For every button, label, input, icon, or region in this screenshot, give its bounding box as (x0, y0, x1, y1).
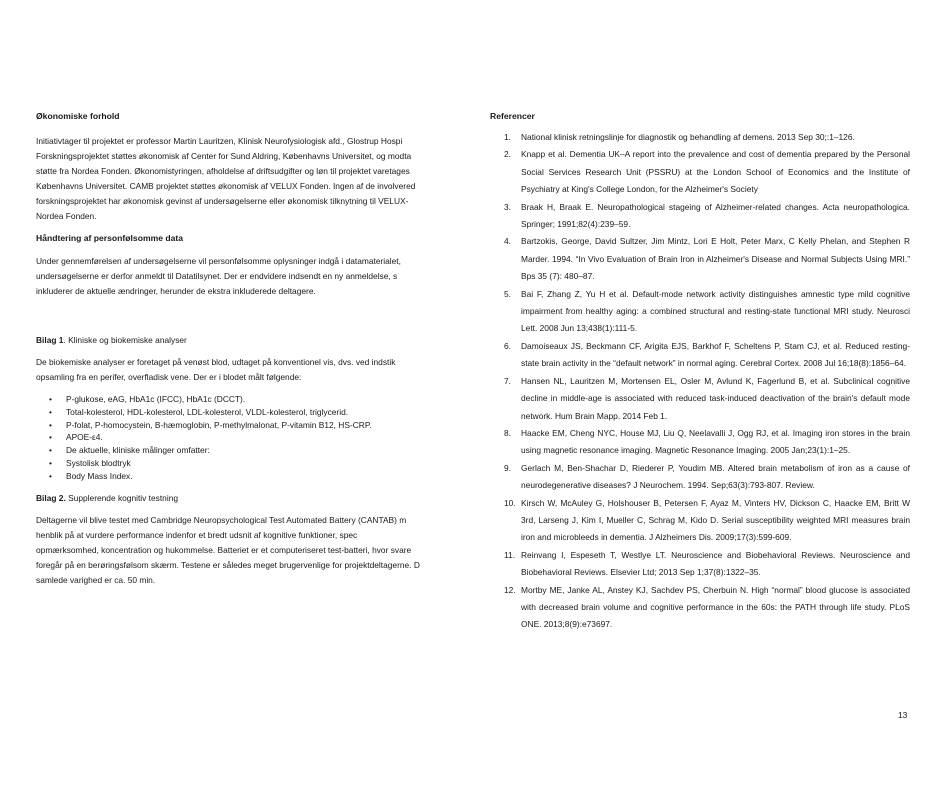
bullet-icon: • (49, 394, 52, 404)
reference-number: 8. (504, 427, 511, 438)
bullet-icon: • (49, 419, 52, 430)
text-line: Initiativtager til projektet er professor Martin Lauritzen, Klinisk Neurofysiologisk afd., Glostrup Hospi (36, 136, 403, 146)
reference-item (490, 129, 910, 146)
reference-item (490, 425, 910, 460)
reference-number: 7. (504, 375, 511, 386)
reference-item (490, 199, 910, 234)
text-line: Nordea Fonden. (36, 211, 97, 221)
text-line: inkluderer de aktuelle ændringer, herunder de ekstra inkluderede deltagere. (36, 286, 316, 296)
reference-text: Knapp et al. Dementia UK–A report into the prevalence and cost of dementia prepared by the Personal Social Services Research Unit (PSSRU) at the London School of Economics and the Institute of Psychiatry at King's College London, for the Alzheimer's Society (521, 149, 910, 195)
reference-number: 9. (504, 462, 511, 473)
paragraph-biokemiske (36, 355, 444, 385)
bullet-icon: • (49, 457, 52, 468)
reference-item (490, 286, 910, 338)
reference-item (490, 373, 910, 425)
reference-text: Haacke EM, Cheng NYC, House MJ, Liu Q, Neelavalli J, Ogg RJ, et al. Imaging iron stores in the brain using magnetic resonance imaging. Magnetic Resonance Imaging. 2005 Jan;23(1):1–25. (521, 427, 910, 456)
left-column (36, 109, 444, 588)
list-item (36, 406, 444, 419)
reference-item (490, 582, 910, 634)
text-line: De biokemiske analyser er foretaget på venøst blod, udtaget på konventionel vis, dvs. ved indstik (36, 357, 396, 367)
reference-number: 5. (504, 288, 511, 299)
bilag-1-label: Bilag 1 (36, 335, 64, 345)
bilag-2-label: Bilag 2. (36, 492, 66, 503)
list-item-text: De aktuelle, kliniske målinger omfatter: (66, 445, 210, 456)
reference-number: 3. (504, 201, 511, 212)
reference-number: 1. (504, 132, 511, 142)
reference-item (490, 233, 910, 285)
heading-bilag-1 (36, 333, 444, 348)
list-item (36, 419, 444, 432)
bullet-icon: • (49, 406, 52, 417)
reference-item (490, 547, 910, 582)
text-line: forskningsprojektet har økonomisk gevinst af undersøgelserne eller økonomisk tilknytning til VELUX- (36, 196, 409, 206)
measurement-list (36, 393, 444, 483)
bilag-1-title: . Kliniske og biokemiske analyser (63, 335, 187, 345)
text-line: Under gennemførelsen af undersøgelserne vil personfølsomme oplysninger indgå i datamaterialet, (36, 256, 401, 266)
list-item-text: Total-kolesterol, HDL-kolesterol, LDL-kolesterol, VLDL-kolesterol, triglycerid. (66, 406, 349, 417)
reference-number: 2. (504, 149, 511, 160)
text-line: opmærksomhed, koncentration og hukommelse. Batteriet er et computeriseret test-batteri, hvor svare (36, 544, 412, 555)
right-column (490, 109, 910, 634)
references-title: Referencer (490, 111, 535, 121)
reference-text: Reinvang I, Espeseth T, Westlye LT. Neuroscience and Biobehavioral Reviews. Neuroscience and Biobehavioral Reviews. Elsevier Ltd; 2013 Sep 1;37(8):1322–35. (521, 549, 910, 578)
text-line: undersøgelserne er derfor anmeldt til Datatilsynet. Der er endvidere indsendt en ny anmeldelse, s (36, 271, 398, 281)
reference-text: Gerlach M, Ben-Shachar D, Riederer P, Youdim MB. Altered brain metabolism of iron as a cause of neurodegenerative diseases? J Neurochem. 1994. Sep;63(3):793-807. Review. (521, 462, 910, 491)
reference-text: Mortby ME, Janke AL, Anstey KJ, Sachdev PS, Cherbuin N. High “normal” blood glucose is associated with decreased brain volume and cognitive performance in the 60s: the PATH through life study. PLoS ONE. 2013;8(9):e73697. (521, 584, 910, 630)
reference-text: Bartzokis, George, David Sultzer, Jim Mintz, Lori E Holt, Peter Marx, C Kelly Phelan, and Stephen R Marder. 1994. “In Vivo Evaluation of Brain Iron in Alzheimer's Disease and Normal Subjects Using MRI.” Bps 35 (7): 480–87. (521, 236, 910, 282)
list-item-text: Body Mass Index. (66, 470, 133, 481)
reference-number: 11. (504, 549, 516, 560)
reference-number: 10. (504, 497, 516, 508)
reference-number: 6. (504, 340, 511, 351)
text-line: støtte fra Nordea Fonden. Økonomistyringen, afholdelse af driftsudgifter og løn til projektet varetages (36, 166, 410, 176)
text-line: opsamling fra en perifer, overfladisk vene. Der er i blodet målt følgende: (36, 372, 302, 382)
list-item-text: P-glukose, eAG, HbA1c (IFCC), HbA1c (DCCT). (66, 394, 246, 404)
reference-text: Damoiseaux JS, Beckmann CF, Arigita EJS, Barkhof F, Scheltens P, Stam CJ, et al. Reduced resting-state brain activity in the “default network” in normal aging. Cerebral Cortex. 2008 Jul 16;18(8):1856–64. (521, 340, 910, 369)
heading-okonomiske-forhold: Økonomiske forhold (36, 111, 120, 121)
reference-text: Braak H, Braak E. Neuropathological stageing of Alzheimer-related changes. Acta neuropathologica. Springer; 1991;82(4):239–59. (521, 201, 910, 230)
reference-text: Hansen NL, Lauritzen M, Mortensen EL, Osler M, Avlund K, Fagerlund B, et al. Subclinical cognitive decline in middle-age is associated with reduced task-induced deactivation of the brain's default mode network. Hum Brain Mapp. 2014 Feb 1. (521, 375, 910, 421)
list-item-text: P-folat, P-homocystein, B-hæmoglobin, P-methylmalonat, P-vitamin B12, HS-CRP. (66, 419, 372, 430)
page-number: 13 (898, 710, 908, 720)
reference-item (490, 495, 910, 547)
reference-text: National klinisk retningslinje for diagnostik og behandling af demens. 2013 Sep 30;:1–126. (521, 132, 855, 142)
bullet-icon: • (49, 432, 52, 443)
reference-number: 12. (504, 584, 516, 595)
text-line: henblik på at vurdere performance indenfor et bredt udsnit af kognitive funktioner, spec (36, 529, 358, 540)
bullet-icon: • (49, 445, 52, 456)
heading-personfolsomme-data: Håndtering af personfølsomme data (36, 233, 184, 243)
paragraph-persondata (36, 254, 444, 299)
reference-item (490, 146, 910, 198)
text-line: samlede varighed er ca. 50 min. (36, 574, 156, 585)
list-item (36, 393, 444, 406)
list-item (36, 457, 444, 470)
bullet-icon: • (49, 470, 52, 481)
heading-bilag-2 (36, 491, 444, 506)
bilag-2-title: Supplerende kognitiv testning (65, 492, 179, 503)
reference-number: 4. (504, 236, 511, 247)
reference-item (490, 338, 910, 373)
list-item (36, 431, 444, 444)
reference-text: Kirsch W, McAuley G, Holshouser B, Petersen F, Ayaz M, Vinters HV, Dickson C, Haacke EM, Britt W 3rd, Larseng J, Kim I, Mueller C, Schrag M, Kido D. Serial susceptibility weighted MRI measures brain iron and microbleeds in dementia. J Alzheimers Dis. 2009;17(3):599-609. (521, 497, 910, 543)
list-item (36, 444, 444, 457)
text-line: foregår på en berøringsfølsom skærm. Testene er således meget brugervenlige for projektdeltagerne. D (36, 559, 420, 570)
text-line: Forskningsprojektet støttes økonomisk af Center for Sund Aldring, Københavns Universitet, og modta (36, 151, 412, 161)
reference-text: Bai F, Zhang Z, Yu H et al. Default-mode network activity distinguishes amnestic type mild cognitive impairment from healthy aging: a combined structural and resting-state functional MRI study. Neurosci Lett. 2008 Jun 13;438(1):111-5. (521, 288, 910, 334)
list-item (36, 470, 444, 483)
text-line: Københavns Universitet. CAMB projektet støttes økonomisk af VELUX Fonden. Ingen af de involvered (36, 181, 416, 191)
list-item-text: Systolisk blodtryk (66, 457, 131, 468)
reference-item (490, 460, 910, 495)
list-item-text: APOE-ε4. (66, 432, 103, 443)
paragraph-kognitiv (36, 513, 444, 588)
text-line: Deltagerne vil blive testet med Cambridge Neuropsychological Test Automated Battery (CANTAB) m (36, 514, 407, 525)
paragraph-okonomi (36, 134, 444, 224)
